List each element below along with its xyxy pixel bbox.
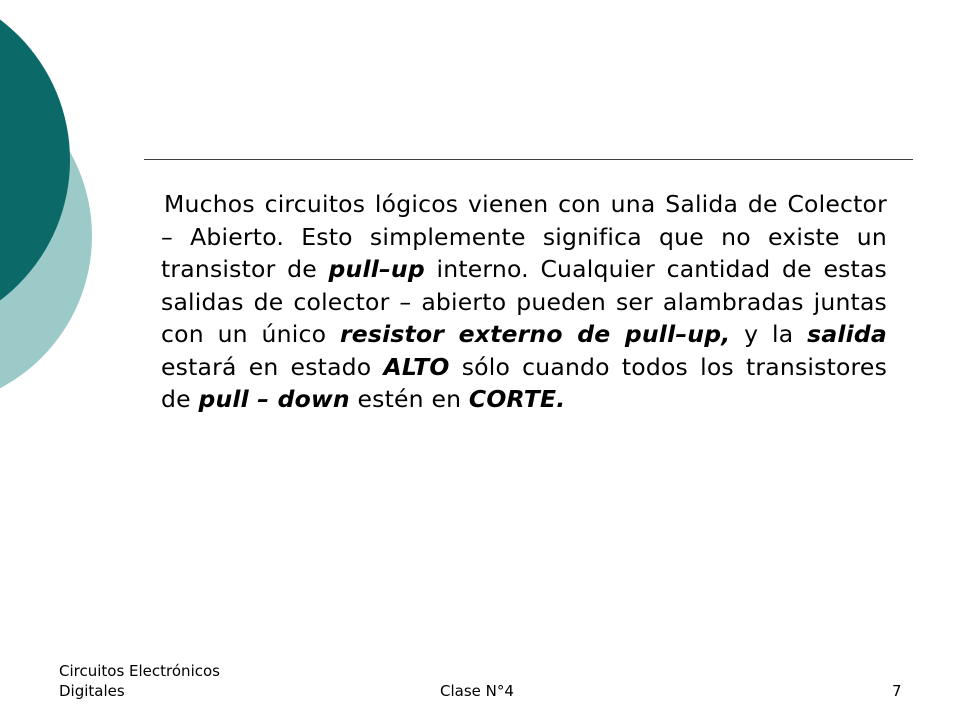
footer-course-line1: Circuitos Electrónicos xyxy=(59,662,220,680)
footer-page-number: 7 xyxy=(892,682,902,700)
footer-course-name xyxy=(59,661,259,701)
emphasis-alto: ALTO xyxy=(383,352,450,381)
text-segment: sólo cuando todos los transistores de xyxy=(161,352,888,413)
text-segment: interno. Cualquier cantidad de estas salidas de colector – abierto pueden ser alambradas juntas con un único xyxy=(161,255,887,348)
emphasis-pull-up: pull–up xyxy=(328,255,425,283)
title-divider-line xyxy=(144,159,913,160)
emphasis-corte: CORTE. xyxy=(468,385,566,413)
slide-body-paragraph xyxy=(161,188,887,416)
text-segment: estará en estado xyxy=(161,352,384,381)
teal-circles-graphic xyxy=(0,0,120,420)
emphasis-resistor-externo: resistor externo de pull–up, xyxy=(339,320,731,348)
text-segment: y la xyxy=(730,320,808,348)
footer-class-label: Clase N°4 xyxy=(440,682,514,700)
text-segment: estén en xyxy=(349,385,469,413)
text-segment: Muchos circuitos lógicos vienen con una Salida de Colector – Abierto. Esto simplemente significa que no existe un transistor de xyxy=(161,190,887,283)
emphasis-pull-down: pull – down xyxy=(198,385,350,413)
footer-course-line2: Digitales xyxy=(59,682,125,700)
emphasis-salida: salida xyxy=(807,320,887,348)
